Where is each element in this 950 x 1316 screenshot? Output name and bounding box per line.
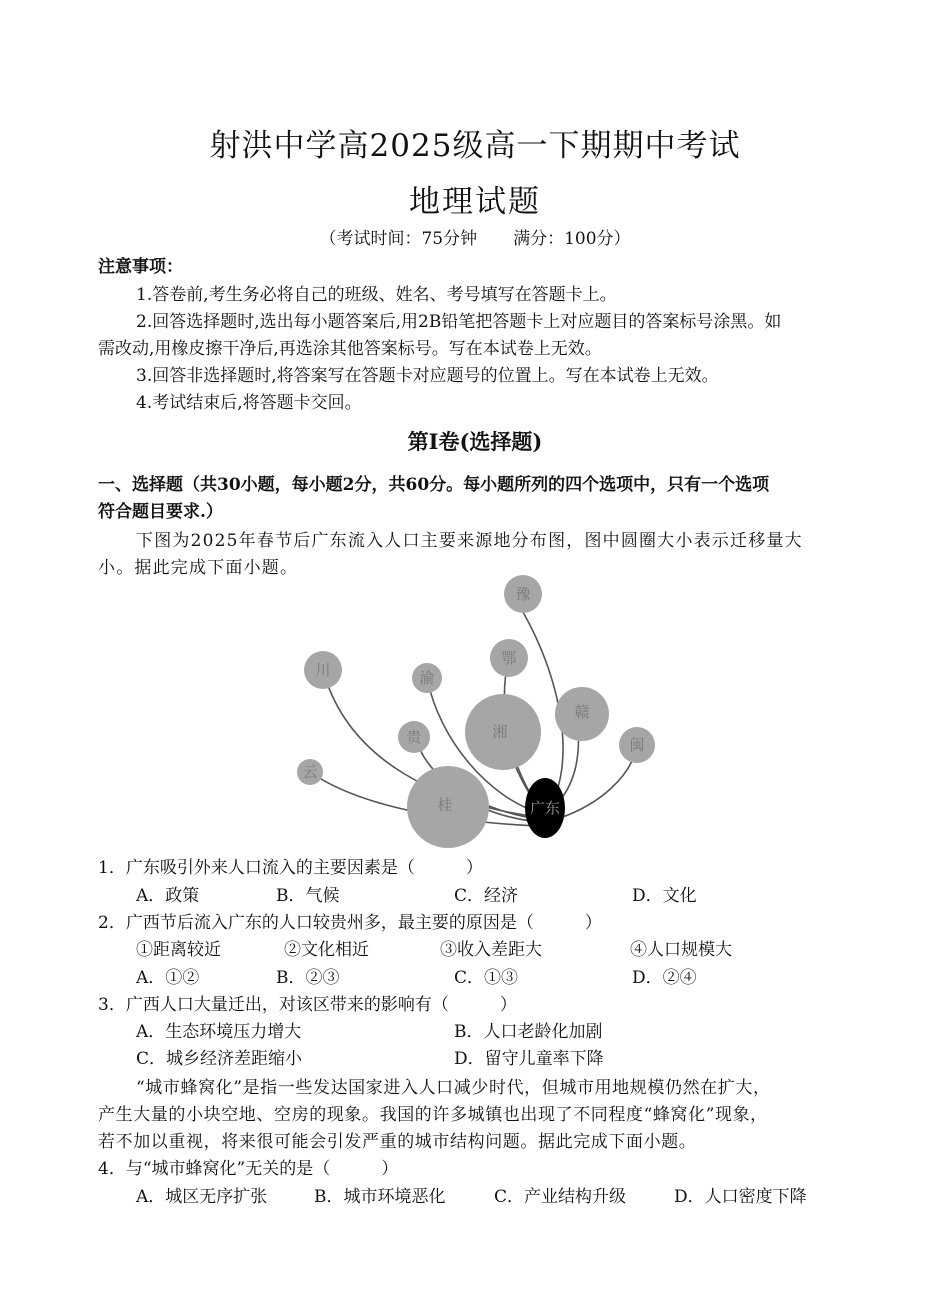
- q1-option-d: D．文化: [632, 886, 697, 906]
- q1-option-a: A．政策: [136, 886, 200, 906]
- question-3-stem: 3．广西人口大量迁出，对该区带来的影响有（ ）: [98, 995, 517, 1015]
- q2-item-1: ①距离较近: [136, 940, 221, 960]
- notice-item: 3.回答非选择题时,将答案写在答题卡对应题号的位置上。写在本试卷上无效。: [136, 366, 719, 386]
- q2-item-2: ②文化相近: [284, 940, 369, 960]
- q4-option-c: C．产业结构升级: [494, 1187, 627, 1207]
- subject-title: 地理试题: [409, 184, 541, 220]
- part-heading-cont: 符合题目要求.）: [98, 502, 223, 522]
- source-label: 川: [315, 661, 331, 679]
- exam-title: 射洪中学高2025级高一下期期中考试: [209, 128, 741, 164]
- q2-option-b: B．②③: [276, 968, 340, 988]
- exam-info: [0, 224, 950, 249]
- q1-option-c: C．经济: [454, 886, 519, 906]
- migration-chart: [290, 572, 670, 857]
- notice-heading: 注意事项：: [98, 257, 183, 277]
- target-label: 广东: [529, 799, 561, 817]
- q4-option-a: A．城区无序扩张: [136, 1187, 268, 1207]
- q2-item-4: ④人口规模大: [630, 940, 732, 960]
- q4-option-b: B．城市环境恶化: [314, 1187, 446, 1207]
- question-1-stem: 1．广东吸引外来人口流入的主要因素是（ ）: [98, 858, 483, 878]
- q2-option-c: C．①③: [454, 968, 519, 988]
- notice-item: 4.考试结束后,将答题卡交回。: [136, 393, 362, 413]
- q1-option-b: B．气候: [276, 886, 340, 906]
- question-2-stem: 2．广西节后流入广东的人口较贵州多，最主要的原因是（ ）: [98, 913, 602, 933]
- source-label: 云: [302, 763, 318, 781]
- intro2-text: 若不加以重视，将来很可能会引发严重的城市结构问题。据此完成下面小题。: [98, 1132, 697, 1152]
- notice-item: 2.回答选择题时,选出每小题答案后,用2B铅笔把答题卡上对应题目的答案标号涂黑。如: [136, 312, 782, 332]
- time-label: （考试时间：75分钟: [319, 229, 478, 249]
- q2-option-a: A．①②: [136, 968, 200, 988]
- q3-option-d: D．留守儿童率下降: [454, 1049, 604, 1069]
- intro2-text: “城市蜂窝化”是指一些发达国家进入人口减少时代，但城市用地规模仍然在扩大，: [136, 1078, 771, 1098]
- source-label: 桂: [437, 796, 453, 814]
- intro-text: 小。据此完成下面小题。: [98, 558, 299, 578]
- part-heading: 一、选择题（共30小题，每小题2分，共60分。每小题所列的四个选项中，只有一个选项: [98, 475, 770, 495]
- q3-option-b: B．人口老龄化加剧: [454, 1022, 603, 1042]
- question-4-stem: 4．与“城市蜂窝化”无关的是（ ）: [98, 1159, 399, 1179]
- q4-option-d: D．人口密度下降: [674, 1187, 807, 1207]
- q2-option-d: D．②④: [632, 968, 697, 988]
- source-label: 闽: [629, 736, 645, 754]
- source-label: 鄂: [501, 649, 517, 667]
- intro-text: 下图为2025年春节后广东流入人口主要来源地分布图，图中圆圈大小表示迁移量大: [136, 531, 803, 551]
- score-label: 满分：100分）: [513, 229, 631, 249]
- source-label: 赣: [574, 703, 590, 721]
- q3-option-c: C．城乡经济差距缩小: [136, 1049, 303, 1069]
- source-label: 豫: [515, 585, 531, 603]
- notice-item: 1.答卷前,考生务必将自己的班级、姓名、考号填写在答题卡上。: [136, 285, 617, 305]
- q3-option-a: A．生态环境压力增大: [136, 1022, 302, 1042]
- section-title: 第I卷(选择题): [407, 429, 543, 454]
- q2-item-3: ③收入差距大: [440, 940, 542, 960]
- intro2-text: 产生大量的小块空地、空房的现象。我国的许多城镇也出现了不同程度“蜂窝化”现象，: [98, 1105, 768, 1125]
- source-label: 贵: [406, 728, 422, 746]
- source-label: 渝: [419, 669, 435, 687]
- source-label: 湘: [492, 723, 508, 741]
- notice-item: 需改动,用橡皮擦干净后,再选涂其他答案标号。写在本试卷上无效。: [98, 339, 602, 359]
